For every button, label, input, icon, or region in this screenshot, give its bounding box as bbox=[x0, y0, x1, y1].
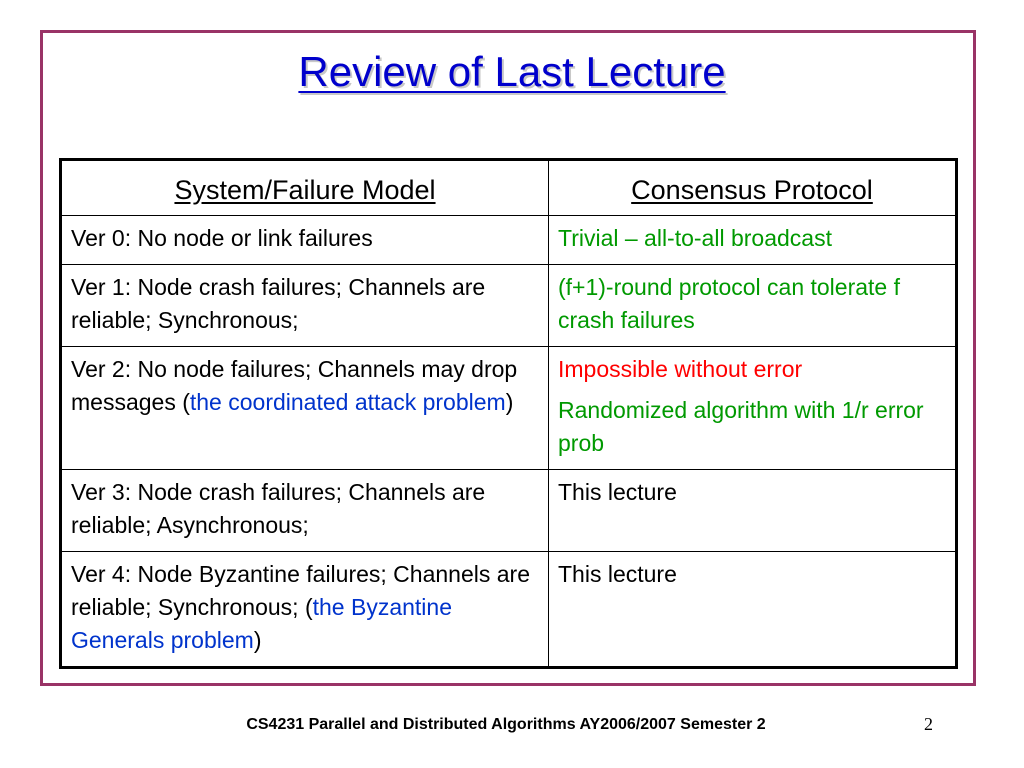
protocol-cell-ver2 bbox=[549, 347, 957, 470]
table-row bbox=[61, 552, 957, 668]
table-row bbox=[61, 470, 957, 552]
protocol-cell-ver3 bbox=[549, 470, 957, 552]
protocol-text: This lecture bbox=[558, 561, 677, 587]
page-number: 2 bbox=[924, 714, 933, 734]
model-text-end: ) bbox=[505, 389, 514, 415]
model-cell-ver4 bbox=[61, 552, 549, 668]
protocol-cell-ver4 bbox=[549, 552, 957, 668]
coordinated-attack-problem-link[interactable]: the coordinated attack problem bbox=[189, 389, 506, 415]
table-row bbox=[61, 265, 957, 347]
protocol-text: Trivial – all-to-all broadcast bbox=[558, 225, 832, 251]
byzantine-generals-problem-link[interactable]: the Byzantine Generals problem bbox=[71, 594, 452, 653]
review-table bbox=[59, 158, 958, 669]
model-text: Ver 2: No node failures; Channels may drop messages ( bbox=[71, 356, 518, 415]
protocol-text-randomized: Randomized algorithm with 1/r error prob bbox=[558, 397, 924, 456]
header-system-failure-model: System/Failure Model bbox=[61, 160, 549, 216]
protocol-text: (f+1)-round protocol can tolerate f crash failures bbox=[558, 274, 900, 333]
slide-footer: CS4231 Parallel and Distributed Algorithms AY2006/2007 Semester 2 bbox=[246, 716, 766, 733]
table-header-row bbox=[61, 160, 957, 216]
model-text-end: ) bbox=[253, 627, 262, 653]
protocol-text: This lecture bbox=[558, 479, 677, 505]
model-cell-ver0: Ver 0: No node or link failures bbox=[61, 216, 549, 265]
model-cell-ver2 bbox=[61, 347, 549, 470]
header-consensus-protocol: Consensus Protocol bbox=[549, 160, 957, 216]
protocol-cell-ver0 bbox=[549, 216, 957, 265]
slide-title: Review of Last Lecture bbox=[298, 48, 726, 95]
model-cell-ver1: Ver 1: Node crash failures; Channels are reliable; Synchronous; bbox=[61, 265, 549, 347]
model-cell-ver3: Ver 3: Node crash failures; Channels are reliable; Asynchronous; bbox=[61, 470, 549, 552]
protocol-text-impossible: Impossible without error bbox=[558, 356, 803, 382]
model-text: Ver 4: Node Byzantine failures; Channels are reliable; Synchronous; ( bbox=[71, 561, 530, 620]
table-row bbox=[61, 347, 957, 470]
table-row bbox=[61, 216, 957, 265]
protocol-cell-ver1 bbox=[549, 265, 957, 347]
